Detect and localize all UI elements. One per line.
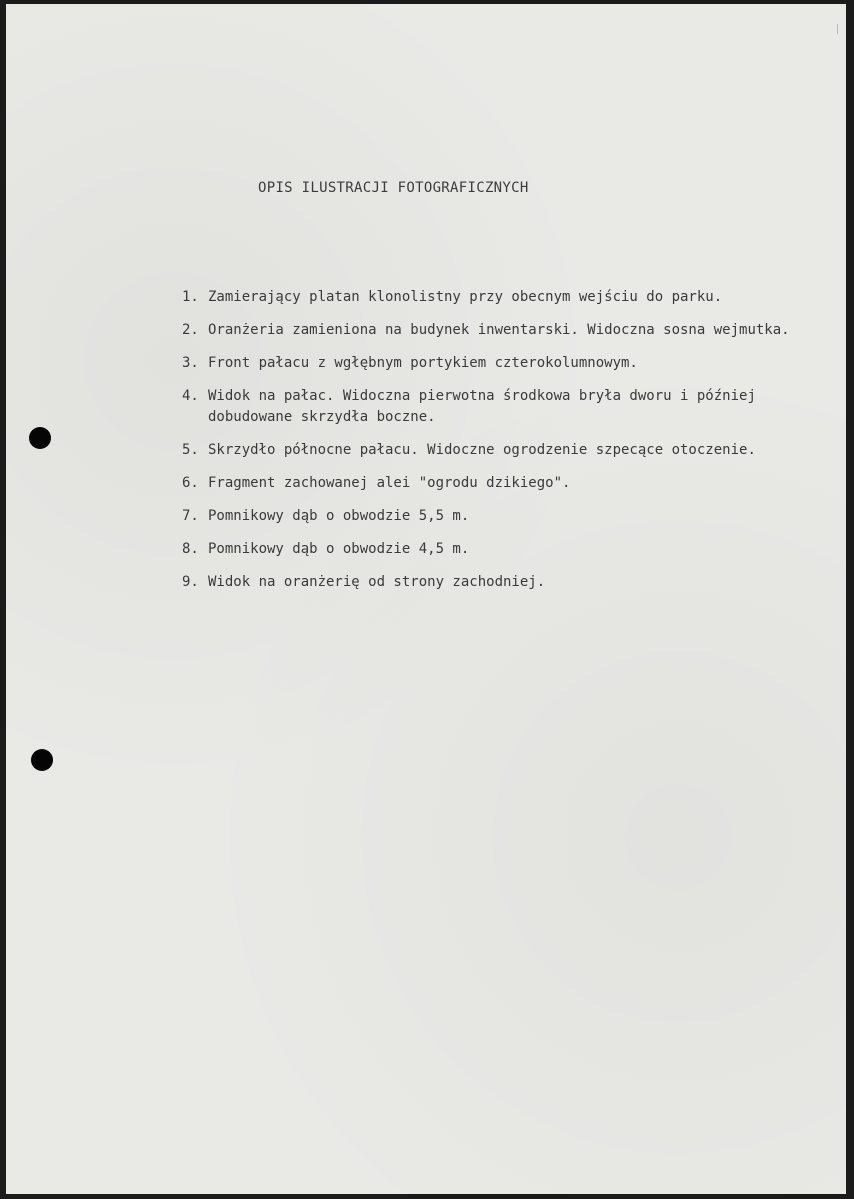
item-number: 6. [182,475,199,491]
list-item [182,440,822,461]
corner-mark [831,24,838,34]
list-item [182,539,822,560]
item-text: Pomnikowy dąb o obwodzie 4,5 m. [208,541,470,557]
item-text: Oranżeria zamieniona na budynek inwentarski. Widoczna sosna wejmutka. [208,322,790,338]
item-text: Skrzydło północne pałacu. Widoczne ogrodzenie szpecące otoczenie. [208,442,756,458]
item-text: Widok na pałac. Widoczna pierwotna środkowa bryła dworu i później dobudowane skrzydła boczne. [208,388,756,425]
list-item [182,287,822,308]
item-text: Zamierający platan klonolistny przy obecnym wejściu do parku. [208,289,723,305]
item-number: 4. [182,388,199,404]
list-item [182,353,822,374]
punch-hole [31,749,53,771]
list-item [182,506,822,527]
list-item [182,473,822,494]
item-number: 7. [182,508,199,524]
item-number: 3. [182,355,199,371]
item-text: Widok na oranżerię od strony zachodniej. [208,574,546,590]
list-item [182,386,822,428]
document-page [6,4,846,1194]
punch-hole [29,427,51,449]
list-item [182,572,822,593]
illustration-list [182,287,822,605]
document-title: OPIS ILUSTRACJI FOTOGRAFICZNYCH [258,180,529,196]
item-number: 9. [182,574,199,590]
list-item [182,320,822,341]
item-number: 1. [182,289,199,305]
item-number: 5. [182,442,199,458]
item-number: 2. [182,322,199,338]
item-number: 8. [182,541,199,557]
item-text: Fragment zachowanej alei "ogrodu dzikiego". [208,475,571,491]
item-text: Front pałacu z wgłębnym portykiem czterokolumnowym. [208,355,638,371]
item-text: Pomnikowy dąb o obwodzie 5,5 m. [208,508,470,524]
